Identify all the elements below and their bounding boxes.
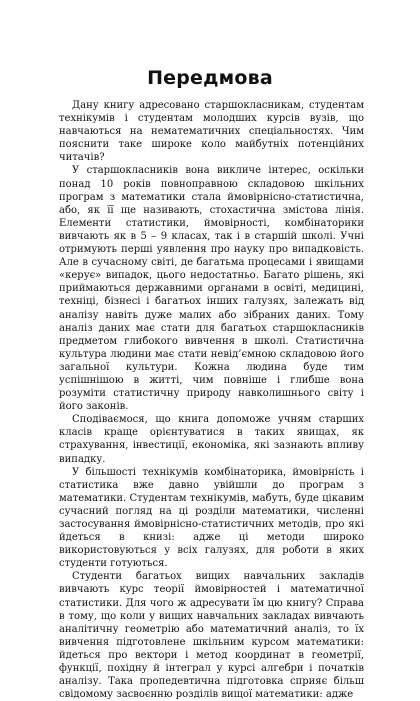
paragraph: У старшокласників вона викличе інтерес, оскільки понад 10 років повноправною складовою шкільних програм з математики стала ймовірнісно-статистична, або, як її ще називають, стохастична змістова лінія. Елементи статистики, ймовірності, комбінаторики вивчають як в 5 – 9 класах, так і в старшій школі. Учні отримують перші уявлення про науку про випадковість. Але в сучасному світі, де багатьма процесами і явищами «керує» випадок, цього недостатньо. Багато рішень, які приймаються державними органами в освіті, медицині, техніці, бізнесі і багатьох інших галузях, залежать від аналізу навіть дуже малих або зібраних даних. Тому аналіз даних має стати для багатьох старшокласників предметом глибокого вивчення в школі. Статистична культура людини має стати невід’ємною складовою його загальної культури. Кожна людина буде тим успішнішою в житті, чим повніше і глибше вона розуміти статистичну природу навколишнього світу і його законів.: [59, 165, 364, 413]
paragraph: У більшості технікумів комбінаторика, ймовірність і статистика вже давно увійшли до програм з математики. Студентам технікумів, мабуть, буде цікавим сучасний погляд на ці розділи математики, численні застосування ймовірнісно-статистичних методів, про які йдеться в книзі: адже ці методи широко використовуються у всіх галузях, для роботи в яких студенти готуються.: [59, 466, 364, 570]
paragraph: Дану книгу адресовано старшокласникам, студентам технікумів і студентам молодших курсів вузів, що навчаються на нематематичних спеціальностях. Чим пояснити таке широке коло майбутніх потенційних читачів?: [59, 100, 364, 164]
paragraph: Студенти багатьох вищих навчальних закладів вивчають курс теорії ймовірностей і математичної статистики. Для чого ж адресувати їм цю книгу? Справа в тому, що коли у вищих навчальних закладах вивчають аналітичну геометрію або математичний аналіз, то їх вивчення підготовлене шкільним курсом математики: йдеться про вектори і метод координат в геометрії, функції, похідну й інтеграл у курсі алгебри і початків аналізу. Така пропедевтична підготовка сприяє більш свідомому засвоєнню розділів вищої математики: адже: [59, 571, 364, 701]
body-text: [59, 99, 364, 701]
paragraph: Сподіваємося, що книга допоможе учням старших класів краще орієнтуватися в таких явищах, як страхування, інвестиції, економіка, які зазнають впливу випадку.: [59, 414, 364, 465]
page-title: Передмова: [147, 67, 273, 89]
